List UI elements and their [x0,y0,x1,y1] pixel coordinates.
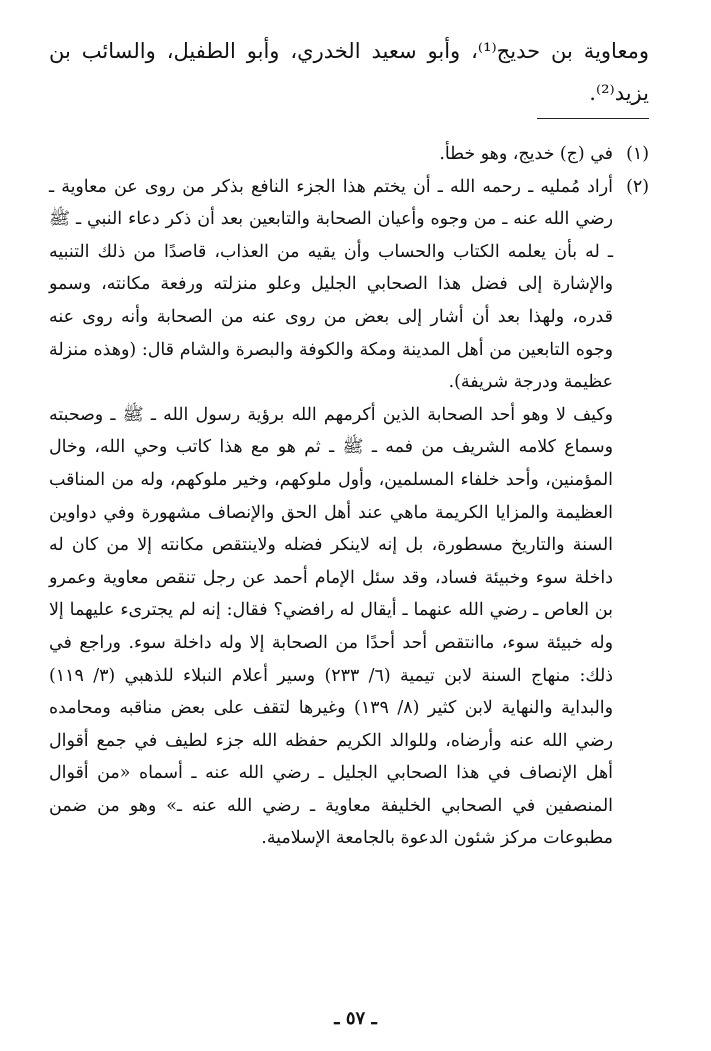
page-number: ـ ٥٧ ـ [334,1008,377,1029]
main-text [49,30,649,114]
footnote-body [49,171,613,855]
footnote-number: (١) [626,144,649,164]
main-paragraph: ومعاوية بن حديج⁽¹⁾، وأبو سعيد الخدري، وأبو الطفيل، والسائب بن يزيد⁽²⁾. [49,39,649,105]
footnote-paragraph: أراد مُمليه ـ رحمه الله ـ أن يختم هذا الجزء النافع بذكر من روى عن معاوية ـ رضي الله عنه ـ من وجوه وأعيان الصحابة والتابعين بعد أن ذكر دعاء النبي ـ ﷺ ـ له بأن يعلمه الكتاب والحساب وأن يقيه من العذاب، قاصدًا من ذلك التنبيه والإشارة إلى فضل هذا الصحابي الجليل وعلو منزلته ورفعة مكانته، وسمو قدره، ولهذا بعد أن أشار إلى بعض من روى عنه من الصحابة وأنه روى عنه وجوه التابعين من أهل المدينة ومكة والكوفة والبصرة والشام قال: (وهذه منزلة عظيمة ودرجة شريفة). [49,176,613,393]
footnote-body [49,138,613,171]
footnote-paragraph: وكيف لا وهو أحد الصحابة الذين أكرمهم الله برؤية رسول الله ـ ﷺ ـ وصحبته وسماع كلامه الشريف من فمه ـ ﷺ ـ ثم هو مع هذا كاتب وحي الله، وخال المؤمنين، وأحد خلفاء المسلمين، وأول ملوكهم، وخير ملوكهم، وله من المناقب العظيمة والمزايا الكريمة ماهي عند أهل الحق والإنصاف مشهورة وفي دواوين السنة والتاريخ مسطورة، بل إنه لاينكر فضله ولاينتقص مكانته إلا من كان له داخلة سوء وخبيئة فساد، وقد سئل الإمام أحمد عن رجل تنقص معاوية وعمرو بن العاص ـ رضي الله عنهما ـ أيقال له رافضي؟ فقال: إنه لم يجترىء عليهما إلا وله خبيئة سوء، ماانتقص أحد أحدًا من الصحابة إلا وله داخلة سوء. وراجع في ذلك: منهاج السنة لابن تيمية (٦/ ٢٣٣) وسير أعلام النبلاء للذهبي (٣/ ١١٩) والبداية والنهاية لابن كثير (٨/ ١٣٩) وغيرها لتقف على بعض مناقبه ومحامده رضي الله عنه وأرضاه، وللوالد الكريم حفظه الله جزء لطيف في جمع أقوال أهل الإنصاف في هذا الصحابي الجليل ـ رضي الله عنه ـ أسماه «من أقوال المنصفين في الصحابي الخليفة معاوية ـ رضي الله عنه ـ» وهو من ضمن مطبوعات مركز شئون الدعوة بالجامعة الإسلامية. [49,404,614,849]
footnote-separator [537,118,649,119]
footnote-paragraph: في (ج) خديج، وهو خطأ. [439,144,613,164]
footnote-1 [49,138,649,171]
footnote-number: (٢) [626,176,649,197]
footnotes [49,138,649,855]
footnote-2 [49,171,649,855]
